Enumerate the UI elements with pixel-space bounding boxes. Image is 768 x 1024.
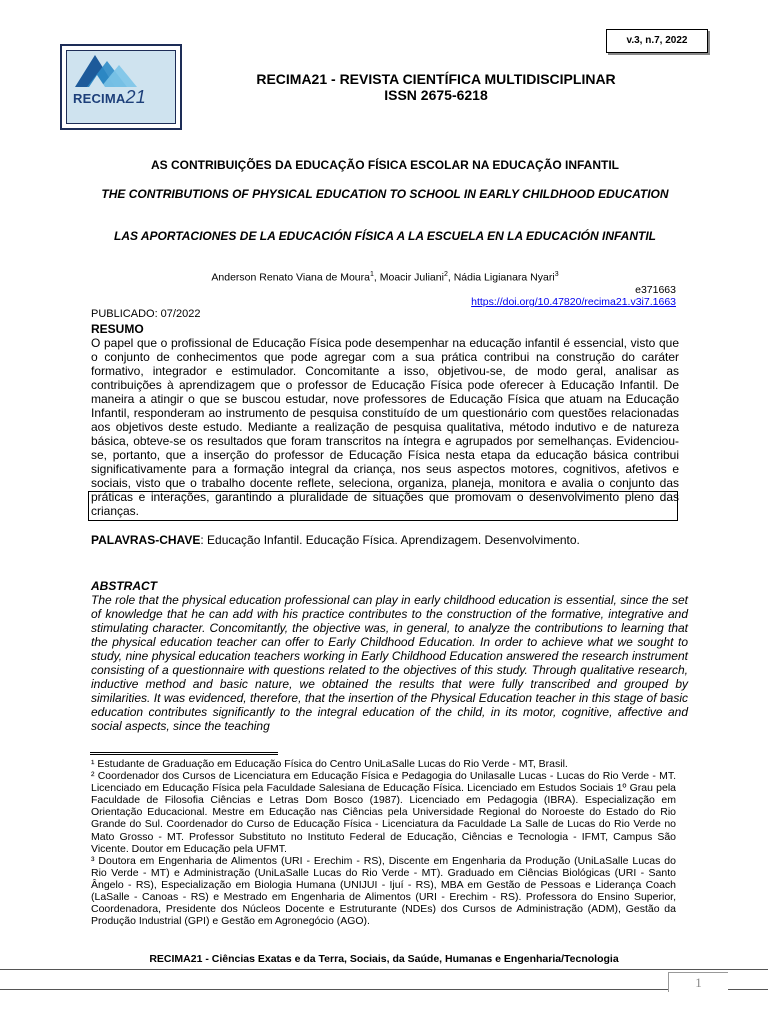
doi-link[interactable]: https://doi.org/10.47820/recima21.v3i7.1663	[471, 296, 676, 308]
footnotes	[91, 758, 676, 927]
author-footnote-ref[interactable]: 2	[443, 271, 448, 278]
journal-name: RECIMA21 - REVISTA CIENTÍFICA MULTIDISCIPLINAR	[256, 71, 616, 87]
article-code: e371663	[635, 284, 676, 296]
footnote-2: ² Coordenador dos Cursos de Licenciatura em Educação Física e Pedagogia do Unilasalle Lucas - Lucas do Rio Verde - MT. Licenciado em Educação Física pela Faculdade Salesiana de Educação Física. Licenciado em Estudos Sociais 1º Grau pela Faculdade de Filosofia Ciências e Letras Dom Bosco (1987). Licenciado em Pedagogia (IBRA). Especialização em Orientação Educacional. Mestre em Educação nas Ciências pela Universidade Regional do Noroeste do Estado do Rio Grande do Sul. Coordenador do Curso de Educação Física - Licenciatura da Faculdade La Salle de Lucas do Rio Verde no Mato Grosso - MT. Professor Substituto no Instituto Federal de Educação, Ciências e Tecnologia - IFMT, Campus São Vicente. Doutor em Educação pela UFMT.	[91, 770, 676, 855]
article-title-pt: AS CONTRIBUIÇÕES DA EDUCAÇÃO FÍSICA ESCOLAR NA EDUCAÇÃO INFANTIL	[150, 158, 619, 172]
keywords	[91, 533, 679, 547]
abstract-heading: ABSTRACT	[91, 579, 157, 593]
page-footer: RECIMA21 - Ciências Exatas e da Terra, Sociais, da Saúde, Humanas e Engenharia/Tecnologia	[149, 953, 619, 965]
page-number: 1	[668, 972, 728, 992]
author-list: Anderson Renato Viana de Moura$^1$, Moacir Juliani$^2$, Nádia Ligianara Nyari$^3$	[211, 271, 559, 284]
text-selection-box	[88, 491, 678, 521]
journal-title	[200, 71, 672, 103]
logo-text: RECIMA21	[73, 87, 146, 107]
footnote-3: ³ Doutora em Engenharia de Alimentos (URI - Erechim - RS), Discente em Engenharia da Produção (UniLaSalle Lucas do Rio Verde - MT) e Administração (UniLaSalle Lucas do Rio Verde - MT). Graduado em Ciências Biológicas (URI - Santo Ângelo - RS), Especialização em Biologia Humana (UNIJUI - Ijuí - RS), MBA em Gestão de Pessoas e Liderança Coach (LaSalle - Canoas - RS) e Mestrado em Engenharia de Alimentos (URI - Erechim - RS). Professora do Ensino Superior, Coordenadora, Presidente dos Núcleos Docente e Estruturante (NDEs) dos Cursos de Administração (ADM), Gestão da Produção Industrial (GPI) e Gestão em Agronegócio (AGO).	[91, 854, 676, 928]
article-title-en: THE CONTRIBUTIONS OF PHYSICAL EDUCATION TO SCHOOL IN EARLY CHILDHOOD EDUCATION	[101, 187, 669, 201]
keywords-text: : Educação Infantil. Educação Física. Aprendizagem. Desenvolvimento.	[200, 533, 580, 547]
journal-logo	[60, 44, 182, 130]
journal-issn: ISSN 2675-6218	[384, 87, 488, 103]
author-name: Anderson Renato Viana de Moura	[211, 271, 370, 284]
resumo-heading: RESUMO	[91, 322, 144, 336]
publication-date: PUBLICADO: 07/2022	[91, 308, 201, 320]
footer-divider	[0, 989, 768, 990]
footnote-divider	[90, 752, 278, 755]
keywords-label: PALAVRAS-CHAVE	[91, 533, 201, 547]
author-name: Moacir Juliani	[379, 271, 444, 284]
footer-divider	[0, 969, 768, 970]
resumo-text: O papel que o profissional de Educação Física pode desempenhar na educação infantil é essencial, visto que o conjunto de conhecimentos que pode agregar com a sua prática contribui na construção do caráter formativo, integrador e estimulador. Concomitante a isso, objetivou-se, de modo geral, analisar as contribuições à aprendizagem que o professor de Educação Física pode oferecer à Educação Infantil. De maneira a atingir o que se buscou estudar, nove professores de Educação Física que atuam na Educação Infantil, responderam ao instrumento de pesquisa constituído de um questionário com questões relacionadas aos objetivos deste estudo. Mediante a realização de pesquisa qualitativa, método indutivo e de natureza básica, obteve-se os resultados que foram transcritos na íntegra e agrupados por semelhanças. Evidenciou-se, portanto, que a inserção do professor de Educação Física nesta etapa da educação básica contribui significativamente para a formação integral da criança, nos seus aspectos motores, cognitivos, afetivos e sociais, visto que o trabalho docente reflete, seleciona, organiza, planeja, monitora e avalia o conjunto das práticas e interações, garantindo a pluralidade de situações que promovam o desenvolvimento pleno das crianças.	[91, 336, 679, 518]
volume-badge: v.3, n.7, 2022	[606, 29, 708, 53]
author-footnote-ref[interactable]: 1	[370, 271, 374, 278]
logo-image	[66, 50, 176, 124]
author-footnote-ref[interactable]: 3	[554, 271, 559, 278]
article-title-es: LAS APORTACIONES DE LA EDUCACIÓN FÍSICA A LA ESCUELA EN LA EDUCACIÓN INFANTIL	[113, 229, 656, 243]
footnote-1: ¹ Estudante de Graduação em Educação Física do Centro UniLaSalle Lucas do Rio Verde - MT, Brasil.	[91, 758, 568, 770]
author-name: Nádia Ligianara Nyari	[453, 271, 555, 284]
abstract-text: The role that the physical education professional can play in early childhood education is essential, since the set of knowledge that he can add with his practice contributes to the construction of the formative, integrative and stimulating character. Concomitantly, the objective was, in general, to analyze the contributions to learning that the physical education teacher can offer to Early Childhood Education. In order to achieve what we sought to study, nine physical education teachers working in Early Childhood Education answered the research instrument consisting of a questionnaire with questions related to the objectives of this study. Through qualitative research, inductive method and basic nature, we obtained the results that were fully transcribed and grouped by similarities. It was evidenced, therefore, that the insertion of the Physical Education teacher in this stage of basic education contributes significantly to the integral education of the child, in its motor, cognitive, affective and social aspects, since the teaching	[91, 593, 688, 733]
